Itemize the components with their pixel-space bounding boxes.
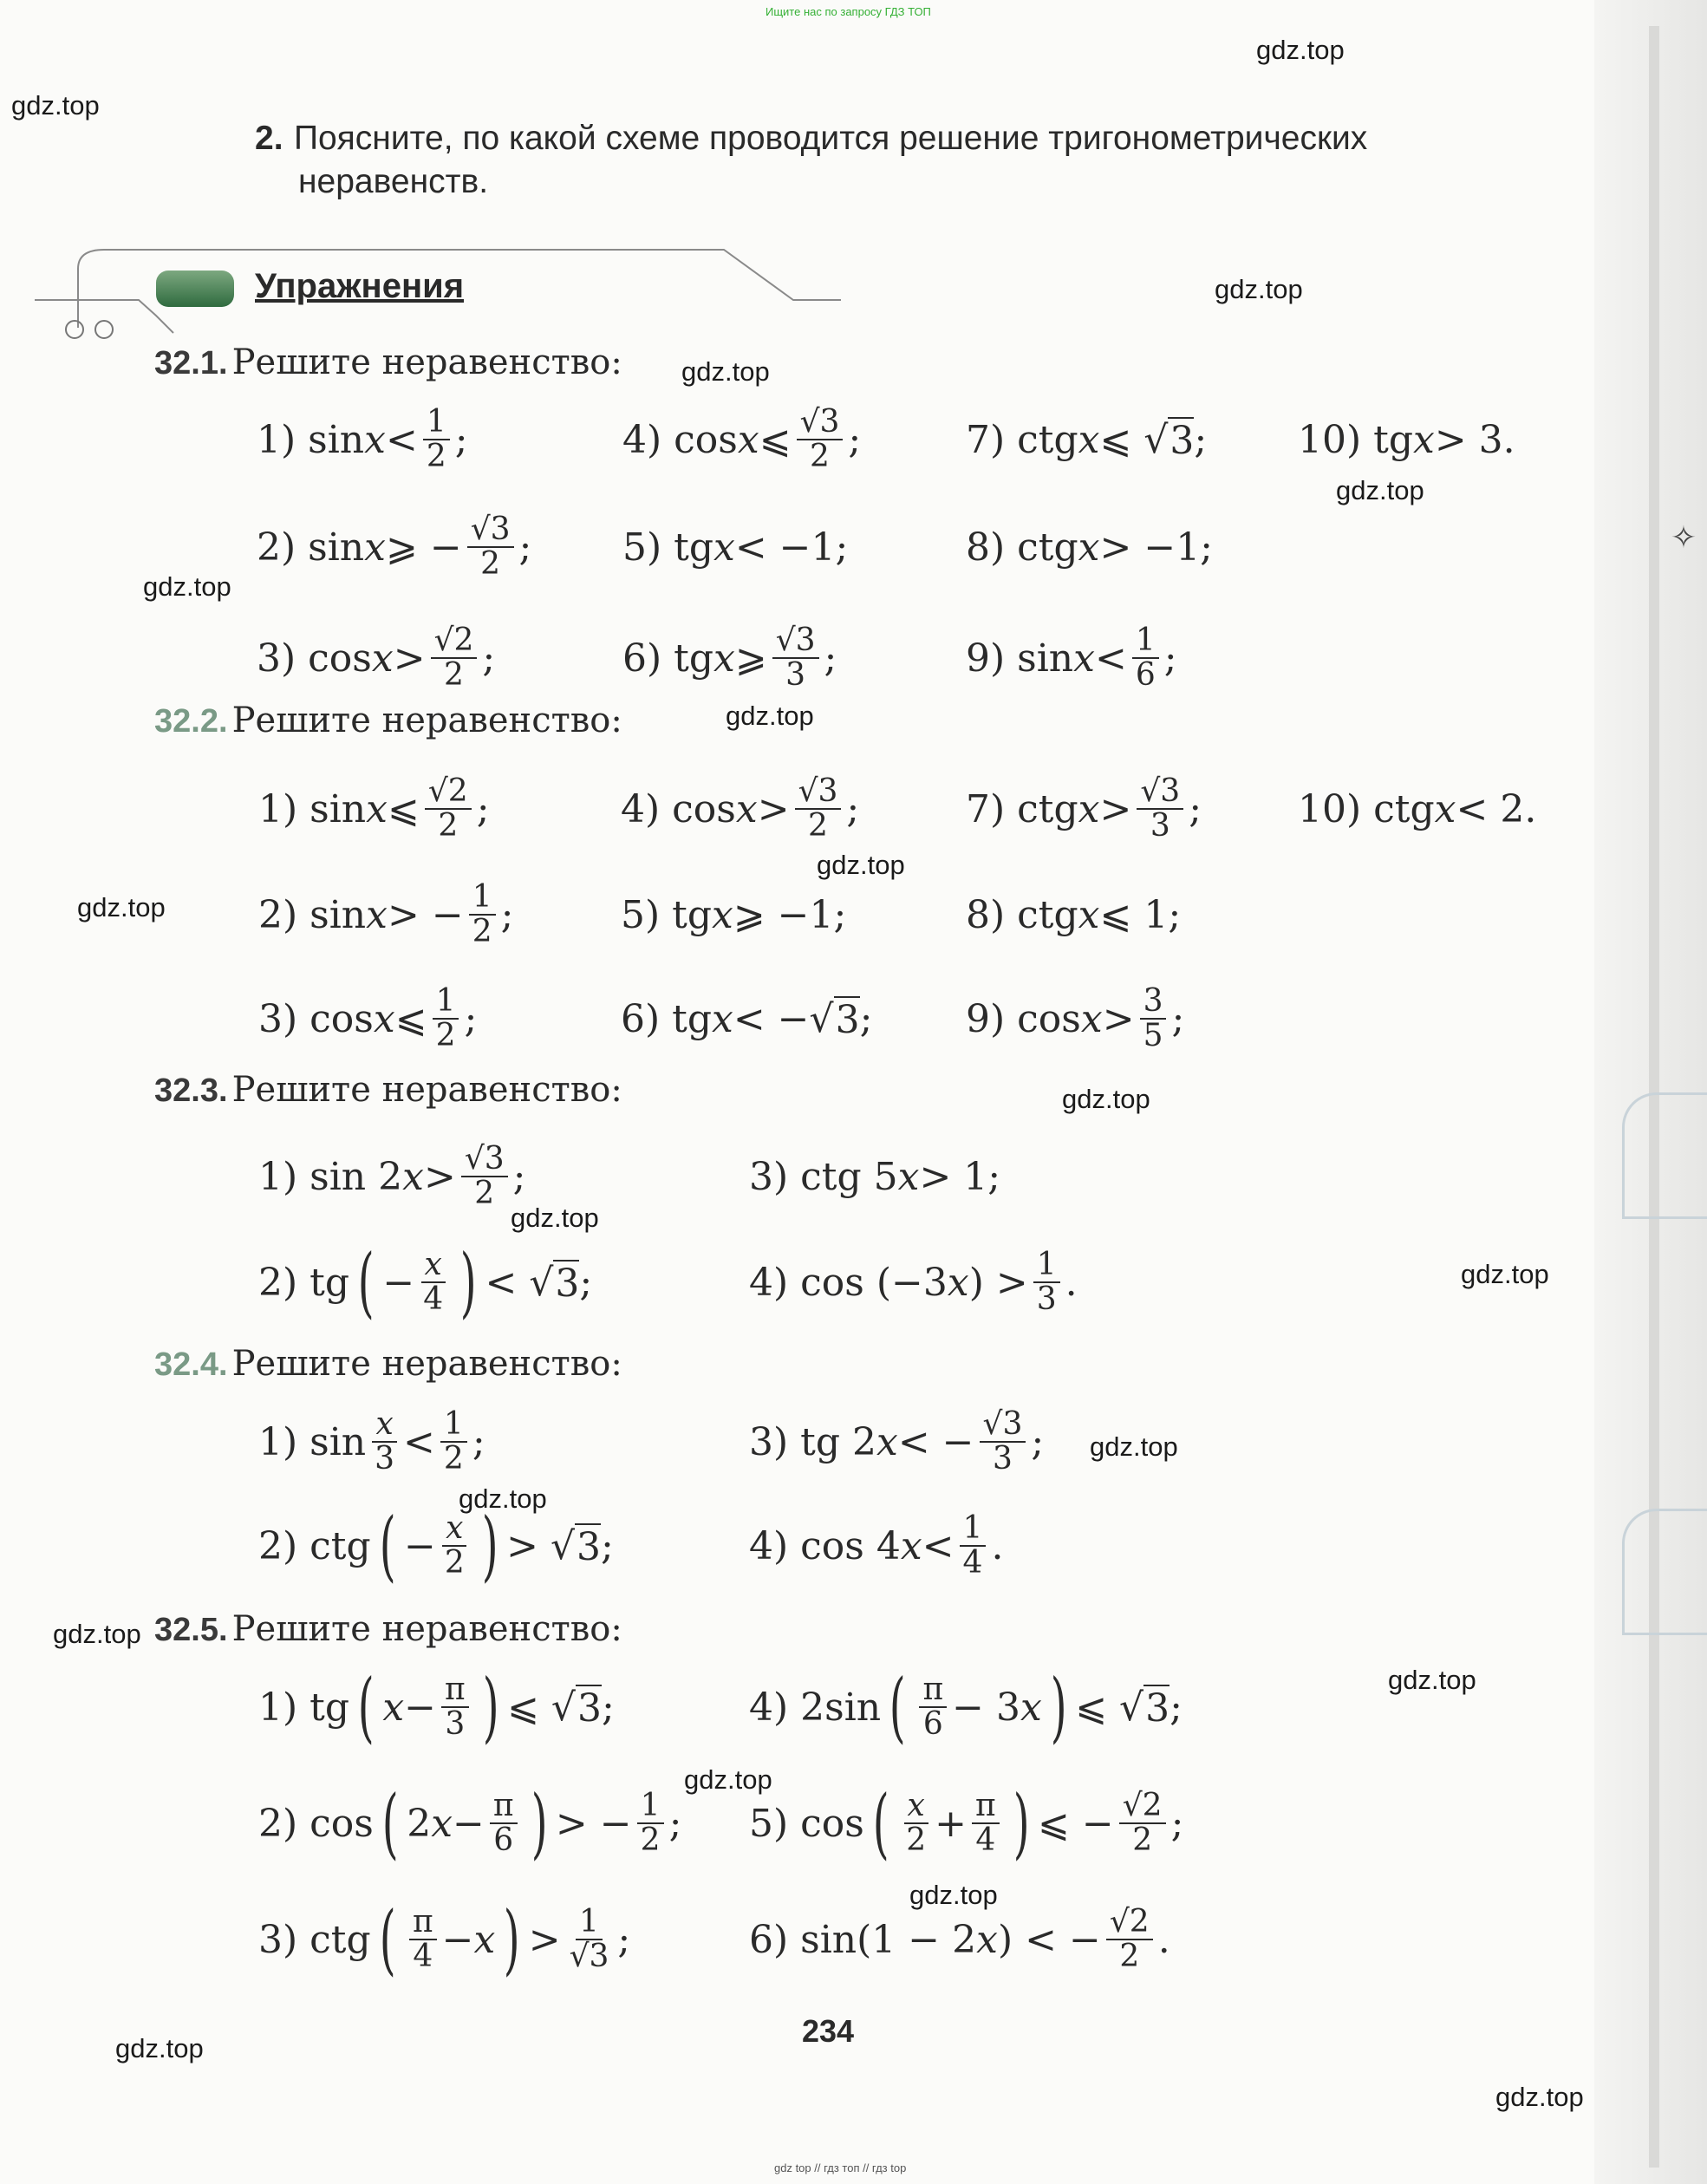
exercise-number: 32.3.	[154, 1072, 228, 1109]
exercise-32-5-heading	[154, 1609, 622, 1649]
watermark: gdz.top	[1388, 1665, 1476, 1695]
exercise-number: 32.5.	[154, 1612, 228, 1648]
exercise-number: 32.1.	[154, 345, 228, 381]
watermark: gdz.top	[511, 1203, 599, 1233]
exercise-item: 1) sin x ⩽ $\frac{√2}{2}$ ;	[258, 773, 490, 844]
question-text-line1: Поясните, по какой схеме проводится решение тригонометрических	[293, 120, 1368, 157]
watermark: gdz.top	[909, 1880, 998, 1910]
exercise-item: 1) sin $\frac{x}{3}$ < $\frac{1}{2}$ ;	[258, 1406, 485, 1477]
exercise-item: 9) sin x < $\frac{1}{6}$ ;	[966, 623, 1177, 693]
exercise-item: 2) ctg ( − $\frac{x}{2}$ ) > √ 3 ;	[258, 1501, 614, 1590]
exercise-item: 10) tg x > 3.	[1298, 417, 1515, 462]
watermark: gdz.top	[459, 1483, 547, 1514]
exercise-label: Решите неравенство:	[231, 701, 622, 740]
exercise-item: 9) cos x > $\frac{3}{5}$ ;	[966, 983, 1185, 1053]
exercise-label: Решите неравенство:	[231, 1609, 622, 1649]
exercise-item: 2) tg ( − $\frac{x}{4}$ ) < √ 3 ;	[258, 1237, 593, 1327]
watermark: gdz.top	[684, 1764, 772, 1795]
exercise-item: 1) sin 2 x > $\frac{√3}{2}$ ;	[258, 1141, 526, 1211]
exercise-label: Решите неравенство:	[231, 1070, 622, 1110]
exercise-item: 2) sin x ⩾ − $\frac{√3}{2}$ ;	[257, 512, 532, 582]
bottom-hint: gdz top // гдз топ // гдз top	[774, 2161, 907, 2174]
exercise-number: 32.4.	[154, 1346, 228, 1383]
exercise-item: 3) tg 2 x < − $\frac{√3}{3}$ ;	[749, 1406, 1045, 1477]
exercise-item: 1) sin x < $\frac{1}{2}$ ;	[257, 404, 468, 474]
exercise-item: 5) tg x < −1;	[622, 525, 849, 570]
watermark: gdz.top	[1336, 475, 1424, 505]
exercise-item: 3) cos x ⩽ $\frac{1}{2}$ ;	[258, 983, 478, 1053]
exercise-number: 32.2.	[154, 703, 228, 740]
next-page-tab	[1622, 1092, 1707, 1219]
watermark: gdz.top	[1256, 35, 1345, 65]
section-title: Упражнения	[255, 267, 465, 305]
exercise-item: 4) 2sin ( $\frac{\pi}{6}$ − 3 x ) ⩽ √ 3 ;	[749, 1662, 1183, 1751]
next-page-tab	[1622, 1509, 1707, 1635]
exercise-item: 2) cos ( 2 x − $\frac{\pi}{6}$ ) > − $\frac{1}{2}$ ;	[258, 1778, 682, 1868]
question	[255, 117, 1367, 160]
watermark: gdz.top	[1495, 2082, 1584, 2112]
watermark: gdz.top	[11, 90, 100, 121]
exercise-item: 4) cos x > $\frac{√3}{2}$ ;	[621, 773, 860, 844]
exercise-item: 5) tg x ⩾ −1;	[621, 892, 847, 937]
watermark: gdz.top	[1461, 1259, 1549, 1289]
exercise-item: 8) ctg x > −1;	[966, 525, 1214, 570]
watermark: gdz.top	[77, 892, 166, 922]
exercise-item: 7) ctg x > $\frac{√3}{3}$ ;	[966, 773, 1202, 844]
exercise-item: 6) tg x ⩾ $\frac{√3}{3}$ ;	[622, 623, 837, 693]
watermark: gdz.top	[726, 701, 814, 731]
exercise-item: 5) cos ( $\frac{x}{2}$ + $\frac{\pi}{4}$ ) ⩽ − $\frac{√2}{2}$ ;	[749, 1778, 1184, 1868]
section-header-badge	[156, 271, 234, 307]
question-number: 2.	[255, 120, 283, 157]
exercise-item: 2) sin x > − $\frac{1}{2}$ ;	[258, 879, 514, 949]
exercise-label: Решите неравенство:	[231, 1344, 622, 1384]
exercise-32-1-heading	[154, 342, 622, 382]
exercise-item: 10) ctg x < 2.	[1298, 786, 1537, 831]
exercise-item: 4) cos 4 x < $\frac{1}{4}$ .	[749, 1510, 1004, 1581]
star-icon: ✧	[1670, 520, 1697, 556]
exercise-item: 8) ctg x ⩽ 1;	[966, 892, 1182, 937]
exercise-item: 4) cos (−3 x ) > $\frac{1}{3}$ .	[749, 1247, 1078, 1317]
watermark: gdz.top	[143, 571, 231, 602]
exercise-item: 3) ctg ( $\frac{\pi}{4}$ − x ) > $\frac{1}{√3}$ ;	[258, 1894, 631, 1984]
exercise-item: 4) cos x ⩽ $\frac{√3}{2}$ ;	[622, 404, 862, 474]
watermark: gdz.top	[817, 850, 905, 880]
exercise-32-2-heading	[154, 701, 622, 740]
exercise-32-3-heading	[154, 1070, 622, 1110]
watermark: gdz.top	[1062, 1084, 1150, 1114]
exercise-label: Решите неравенство:	[231, 342, 622, 382]
top-hint: Ищите нас по запросу ГДЗ ТОП	[766, 5, 931, 18]
watermark: gdz.top	[681, 356, 770, 387]
exercise-32-4-heading	[154, 1344, 622, 1384]
page-number: 234	[802, 2013, 855, 2049]
exercise-item: 6) sin(1 − 2 x ) < − $\frac{√2}{2}$ .	[749, 1904, 1170, 1974]
exercise-item: 6) tg x < −√ 3 ;	[621, 996, 873, 1042]
watermark: gdz.top	[115, 2033, 204, 2063]
exercise-item: 7) ctg x ⩽ √ 3 ;	[966, 417, 1208, 463]
watermark: gdz.top	[53, 1619, 141, 1649]
exercise-item: 1) tg ( x − $\frac{\pi}{3}$ ) ⩽ √ 3 ;	[258, 1662, 615, 1751]
watermark: gdz.top	[1215, 274, 1303, 304]
exercise-item: 3) ctg 5 x > 1;	[749, 1154, 1001, 1199]
watermark: gdz.top	[1090, 1431, 1178, 1462]
question-text-line2: неравенств.	[298, 163, 489, 200]
exercise-item: 3) cos x > $\frac{√2}{2}$ ;	[257, 623, 496, 693]
